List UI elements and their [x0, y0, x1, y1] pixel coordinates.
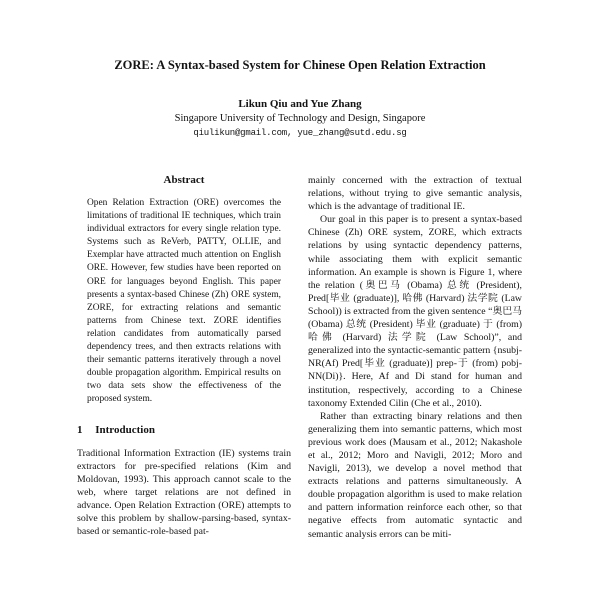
left-column — [77, 174, 291, 541]
paper-header — [77, 58, 523, 138]
section-number: 1 — [77, 423, 83, 436]
paper-page — [77, 0, 523, 541]
paper-affiliation: Singapore University of Technology and Design, Singapore — [174, 113, 426, 124]
intro-paragraph-1: Traditional Information Extraction (IE) systems train extractors for pre-specified relations (Kim and Moldovan, 1993). This approach cannot scale to the web, where target relations are not defined in advance. Open Relation Extraction (ORE) attempts to solve this problem by shallow-parsing-based, syntax-based or semantic-role-based pat- — [77, 447, 291, 538]
right-paragraph-3: Rather than extracting binary relations and then generalizing them into semantic patterns, which most previous work does (Mausam et al., 2012; Nakashole et al., 2012; Moro and Navigli, 2012; Moro and Navigli, 2013), we develop a novel method that extracts relations and patterns simultaneously. A double propagation algorithm is used to make relation and pattern information reinforce each other, so that negative effects from automatic syntactic and semantic analysis errors can be miti- — [308, 410, 522, 540]
paper-emails: qiulikun@gmail.com, yue_zhang@sutd.edu.sg — [193, 128, 407, 138]
section-heading-introduction — [77, 424, 291, 436]
abstract-text: Open Relation Extraction (ORE) overcomes the limitations of traditional IE techniques, which train individual extractors for every single relation type. Systems such as ReVerb, PATTY, OLLIE, and Exemplar have attracted much attention on English ORE. However, few studies have been reported on ORE for languages beyond English. This paper presents a syntax-based Chinese (Zh) ORE system, ZORE, for extracting relations and semantic patterns from Chinese text. ZORE identifies relation candidates from automatically parsed dependency trees, and then extracts relations with their semantic patterns iteratively through a novel double propagation algorithm. Empirical results on two data sets show the effectiveness of the proposed system. — [87, 198, 281, 405]
right-paragraph-2: Our goal in this paper is to present a syntax-based Chinese (Zh) ORE system, ZORE, which extracts relations by using syntactic dependency patterns, while associating them with explicit semantic information. An example is shown is Figure 1, where the relation (奥巴马 (Obama) 总统 (President), Pred[毕业 (graduate)], 哈佛 (Harvard) 法学院 (Law School)) is extracted from the given sentence “奥巴马 (Obama) 总统 (President) 毕业 (graduate) 于 (from) 哈佛 (Harvard) 法学院 (Law School)”, and generalized into the syntactic-semantic pattern {nsubj-NR(Af) Pred[毕业 (graduate)] prep-于 (from) pobj-NN(Di)}. Here, Af and Di stand for human and institution, respectively, according to a Chinese taxonomy Extended Cilin (Che et al., 2010). — [308, 214, 522, 409]
section-title: Introduction — [95, 423, 155, 436]
two-column-body — [77, 174, 523, 541]
paper-authors: Likun Qiu and Yue Zhang — [238, 98, 362, 110]
right-column — [308, 174, 522, 541]
paper-title: ZORE: A Syntax-based System for Chinese Open Relation Extraction — [114, 58, 486, 72]
abstract-section — [77, 174, 291, 407]
abstract-heading: Abstract — [163, 174, 205, 186]
right-paragraph-1: mainly concerned with the extraction of textual relations, without trying to give semantic analysis, which is the advantage of traditional IE. — [308, 175, 522, 213]
